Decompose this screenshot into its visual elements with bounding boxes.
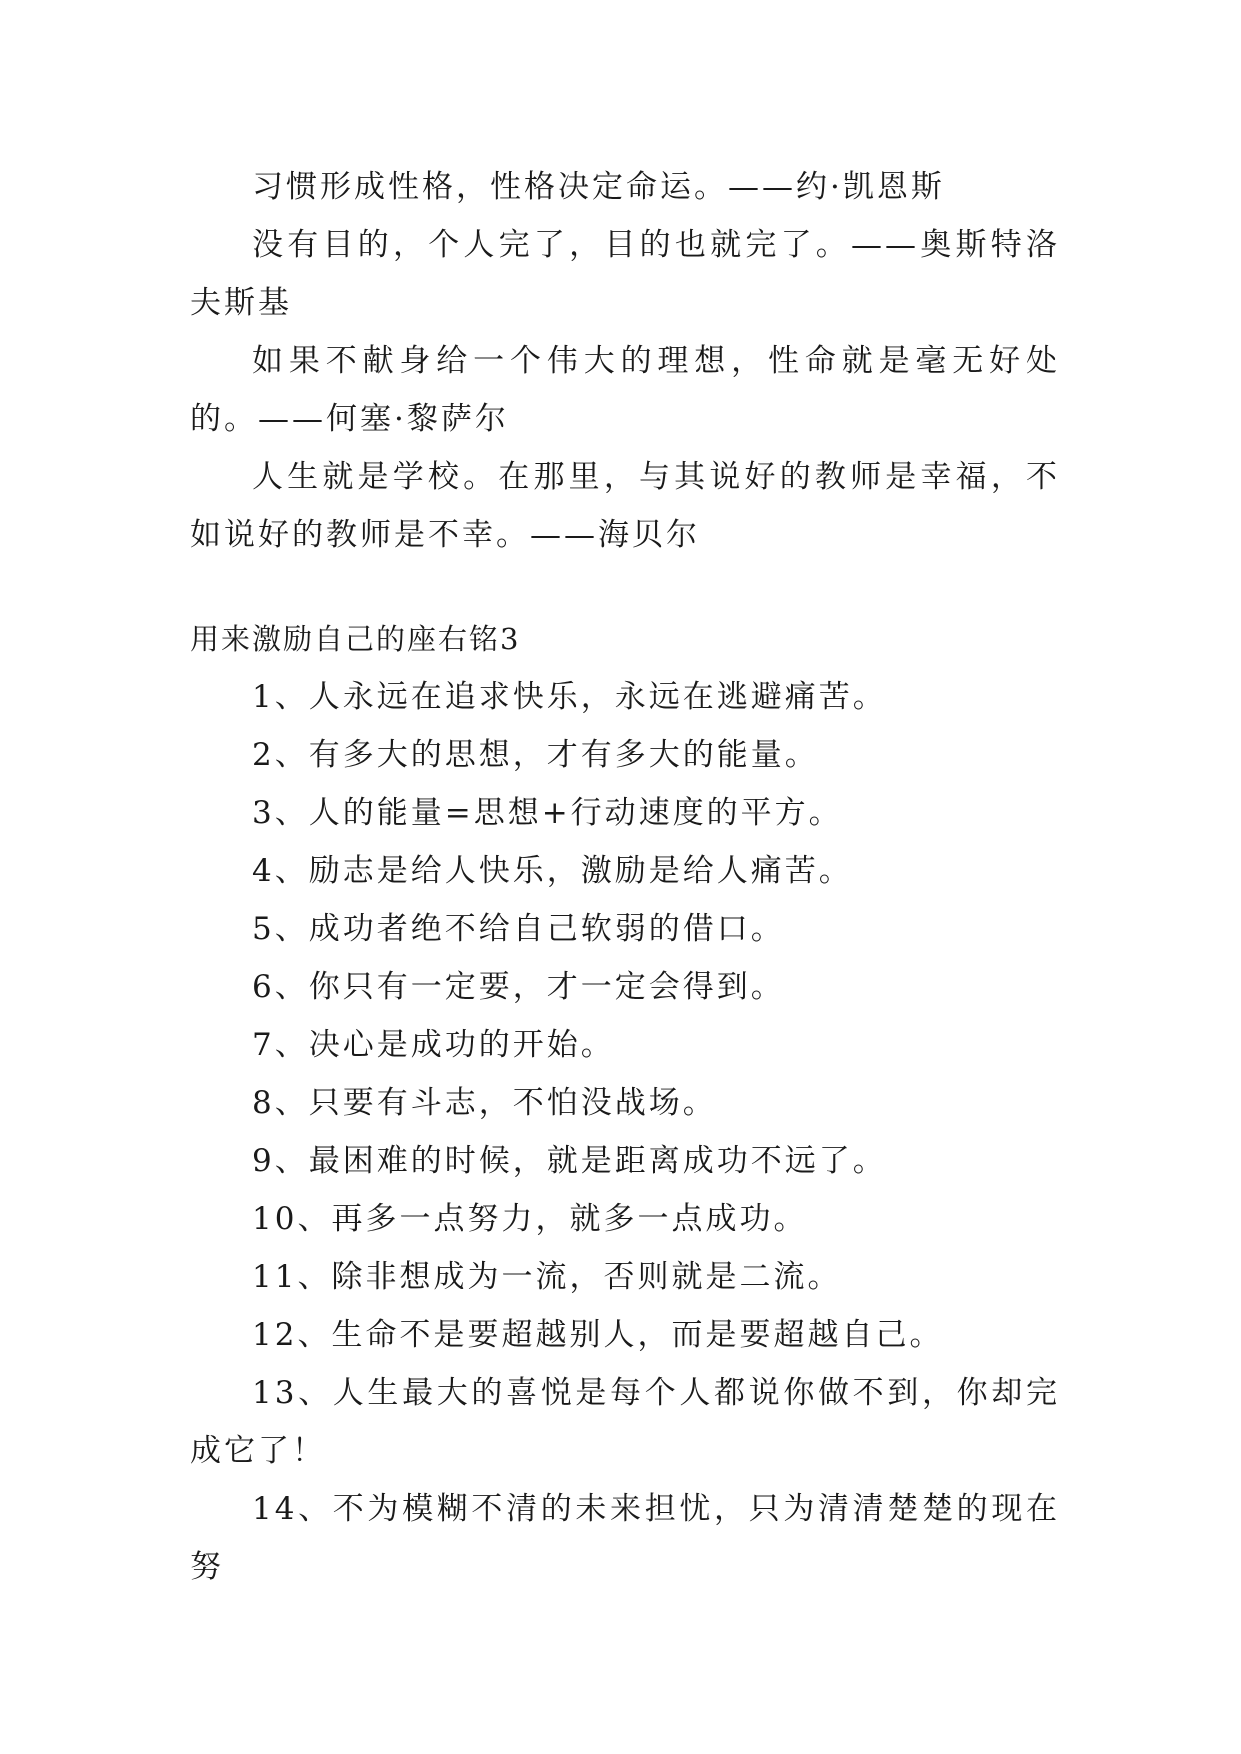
motto-item: 2、有多大的思想，才有多大的能量。 [252,737,819,773]
motto-item: 9、最困难的时候，就是距离成功不远了。 [252,1143,887,1179]
quote-paragraph: 如果不献身给一个伟大的理想，性命就是毫无好处的。——何塞·黎萨尔 [190,343,1060,437]
quote-paragraph: 没有目的，个人完了，目的也就完了。——奥斯特洛夫斯基 [190,227,1060,321]
motto-list [190,668,1060,1596]
motto-item: 6、你只有一定要，才一定会得到。 [252,969,785,1005]
motto-item: 10、再多一点努力，就多一点成功。 [252,1201,808,1237]
document-content [190,158,1060,1596]
motto-item: 4、励志是给人快乐，激励是给人痛苦。 [252,853,853,889]
motto-item: 1、人永远在追求快乐，永远在逃避痛苦。 [252,679,887,715]
quote-paragraph: 人生就是学校。在那里，与其说好的教师是幸福，不如说好的教师是不幸。——海贝尔 [190,459,1060,553]
motto-item: 7、决心是成功的开始。 [252,1027,615,1063]
motto-item: 13、人生最大的喜悦是每个人都说你做不到，你却完成它了！ [190,1375,1060,1469]
motto-item: 14、不为模糊不清的未来担忧，只为清清楚楚的现在努 [190,1491,1060,1585]
motto-item: 8、只要有斗志，不怕没战场。 [252,1085,717,1121]
motto-item: 11、除非想成为一流，否则就是二流。 [252,1259,842,1295]
motto-item: 5、成功者绝不给自己软弱的借口。 [252,911,785,947]
section-title: 用来激励自己的座右铭3 [190,622,521,656]
quote-paragraph: 习惯形成性格，性格决定命运。——约·凯恩斯 [252,169,945,205]
motto-item: 3、人的能量=思想+行动速度的平方。 [252,795,843,831]
motto-item: 12、生命不是要超越别人，而是要超越自己。 [252,1317,944,1353]
